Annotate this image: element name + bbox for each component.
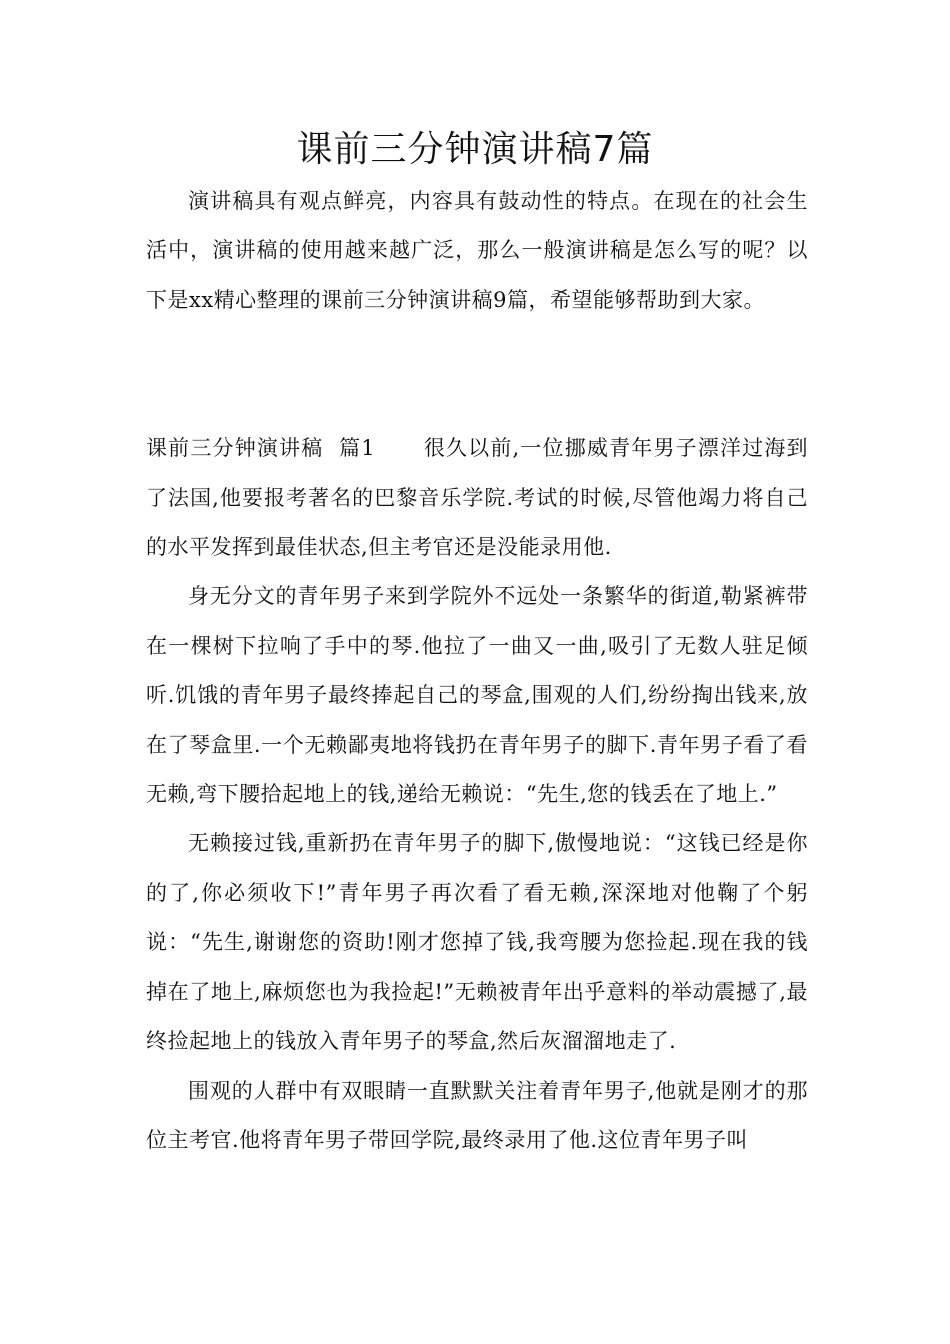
section-1-paragraph (146, 424, 808, 572)
body-paragraph: 围观的人群中有双眼睛一直默默关注着青年男子,他就是刚才的那位主考官.他将青年男子带回学院,最终录用了他.这位青年男子叫 (146, 1078, 808, 1152)
document-title: 课前三分钟演讲稿7篇 (296, 129, 654, 170)
section-heading: 课前三分钟演讲稿 篇1 (146, 436, 376, 461)
section-gap (146, 325, 808, 424)
document-body (146, 177, 808, 1165)
section-first-text: 很久以前,一位挪威青年男子漂洋过海到了法国,他要报考著名的巴黎音乐学院.考试的时候,尽管他竭力将自己的水平发挥到最佳状态,但主考官还是没能录用他. (146, 436, 808, 560)
intro-paragraph: 演讲稿具有观点鲜亮，内容具有鼓动性的特点。在现在的社会生活中，演讲稿的使用越来越广泛，那么一般演讲稿是怎么写的呢？以下是xx精心整理的课前三分钟演讲稿9篇，希望能够帮助到大家。 (146, 189, 808, 312)
body-paragraph: 无赖接过钱,重新扔在青年男子的脚下,傲慢地说：“这钱已经是你的了,你必须收下!”青年男子再次看了看无赖,深深地对他鞠了个躬说：“先生,谢谢您的资助!刚才您掉了钱,我弯腰为您捡起.现在我的钱掉在了地上,麻烦您也为我捡起!”无赖被青年出乎意料的举动震撼了,最终捡起地上的钱放入青年男子的琴盒,然后灰溜溜地走了. (146, 831, 808, 1054)
body-paragraph: 身无分文的青年男子来到学院外不远处一条繁华的街道,勒紧裤带在一棵树下拉响了手中的琴.他拉了一曲又一曲,吸引了无数人驻足倾听.饥饿的青年男子最终捧起自己的琴盒,围观的人们,纷纷掏出钱来,放在了琴盒里.一个无赖鄙夷地将钱扔在青年男子的脚下.青年男子看了看无赖,弯下腰拾起地上的钱,递给无赖说：“先生,您的钱丢在了地上.” (146, 584, 808, 807)
